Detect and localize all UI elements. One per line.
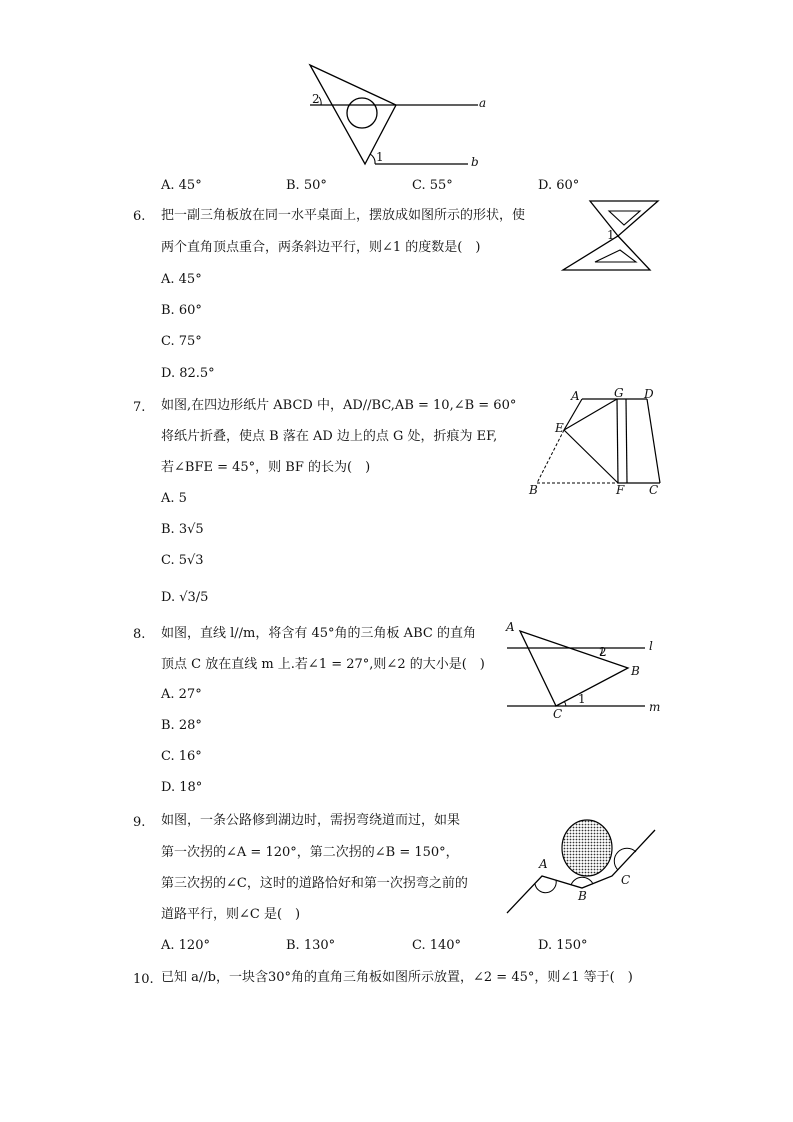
q6-option-c: C. 75° xyxy=(161,334,202,349)
q9-label-C: C xyxy=(621,873,631,887)
q8-label-l: l xyxy=(649,639,653,653)
q9-option-d: D. 150° xyxy=(538,938,588,953)
q5-label-b: b xyxy=(471,155,479,169)
q6-number: 6. xyxy=(133,209,146,224)
q7-line-3: 若∠BFE = 45°，则 BF 的长为( ) xyxy=(161,460,371,475)
q8-label-A: A xyxy=(506,620,515,634)
q6-option-d: D. 82.5° xyxy=(161,366,215,381)
q6-option-b: B. 60° xyxy=(161,303,202,318)
q8-number: 8. xyxy=(133,627,146,642)
q5-label-1: 1 xyxy=(376,150,384,164)
q7-number: 7. xyxy=(133,400,146,415)
q8-option-a: A. 27° xyxy=(161,687,202,702)
q6-label-1: 1 xyxy=(607,228,615,242)
q8-label-m: m xyxy=(649,700,661,714)
q10-line-1: 已知 a//b，一块含30°角的直角三角板如图所示放置，∠2 = 45°，则∠1 等于( ) xyxy=(161,970,633,985)
q5-option-d: D. 60° xyxy=(538,178,580,193)
q7-figure xyxy=(520,385,665,500)
q7-line-2: 将纸片折叠，使点 B 落在 AD 边上的点 G 处，折痕为 EF, xyxy=(161,429,498,444)
q9-option-a: A. 120° xyxy=(161,938,210,953)
q9-line-1: 如图，一条公路修到湖边时，需拐弯绕道而过，如果 xyxy=(161,813,461,828)
q9-label-B: B xyxy=(578,889,587,903)
q7-label-A: A xyxy=(571,389,580,403)
q9-option-c: C. 140° xyxy=(412,938,462,953)
q8-option-c: C. 16° xyxy=(161,749,202,764)
q6-line-2: 两个直角顶点重合，两条斜边平行，则∠1 的度数是( ) xyxy=(161,240,481,255)
q7-option-c: C. 5√3 xyxy=(161,553,204,568)
q8-line-2: 顶点 C 放在直线 m 上.若∠1 = 27°,则∠2 的大小是( ) xyxy=(161,657,485,672)
q5-label-2: 2 xyxy=(312,92,320,106)
q10-number: 10. xyxy=(133,972,154,987)
q9-line-2: 第一次拐的∠A = 120°，第二次拐的∠B = 150°， xyxy=(161,845,459,860)
q6-line-1: 把一副三角板放在同一水平桌面上，摆放成如图所示的形状，使 xyxy=(161,208,526,223)
q8-label-2: 2 xyxy=(599,645,607,659)
q5-label-a: a xyxy=(479,96,487,110)
q5-figure xyxy=(300,60,500,175)
q8-line-1: 如图，直线 l//m，将含有 45°角的三角板 ABC 的直角 xyxy=(161,626,476,641)
q9-label-A: A xyxy=(539,857,548,871)
q9-line-4: 道路平行，则∠C 是( ) xyxy=(161,907,301,922)
q7-option-a: A. 5 xyxy=(161,491,187,506)
q5-option-c: C. 55° xyxy=(412,178,453,193)
q8-label-B: B xyxy=(631,664,640,678)
q7-label-E: E xyxy=(555,421,564,435)
q8-option-d: D. 18° xyxy=(161,780,203,795)
q9-number: 9. xyxy=(133,815,146,830)
q8-label-C: C xyxy=(553,707,563,721)
q7-label-F: F xyxy=(616,483,625,497)
q7-option-d: D. √3/5 xyxy=(161,590,209,605)
q7-option-b: B. 3√5 xyxy=(161,522,204,537)
q7-label-D: D xyxy=(644,387,654,401)
q9-option-b: B. 130° xyxy=(286,938,336,953)
q7-label-C: C xyxy=(649,483,659,497)
q7-line-1: 如图,在四边形纸片 ABCD 中，AD//BC,AB = 10,∠B = 60° xyxy=(161,398,517,413)
q7-label-G: G xyxy=(614,386,624,400)
q8-option-b: B. 28° xyxy=(161,718,202,733)
q5-option-a: A. 45° xyxy=(161,178,202,193)
q5-option-b: B. 50° xyxy=(286,178,327,193)
q8-label-1: 1 xyxy=(578,692,586,706)
q6-option-a: A. 45° xyxy=(161,272,202,287)
q7-label-B: B xyxy=(529,483,538,497)
q9-line-3: 第三次拐的∠C，这时的道路恰好和第一次拐弯之前的 xyxy=(161,876,468,891)
